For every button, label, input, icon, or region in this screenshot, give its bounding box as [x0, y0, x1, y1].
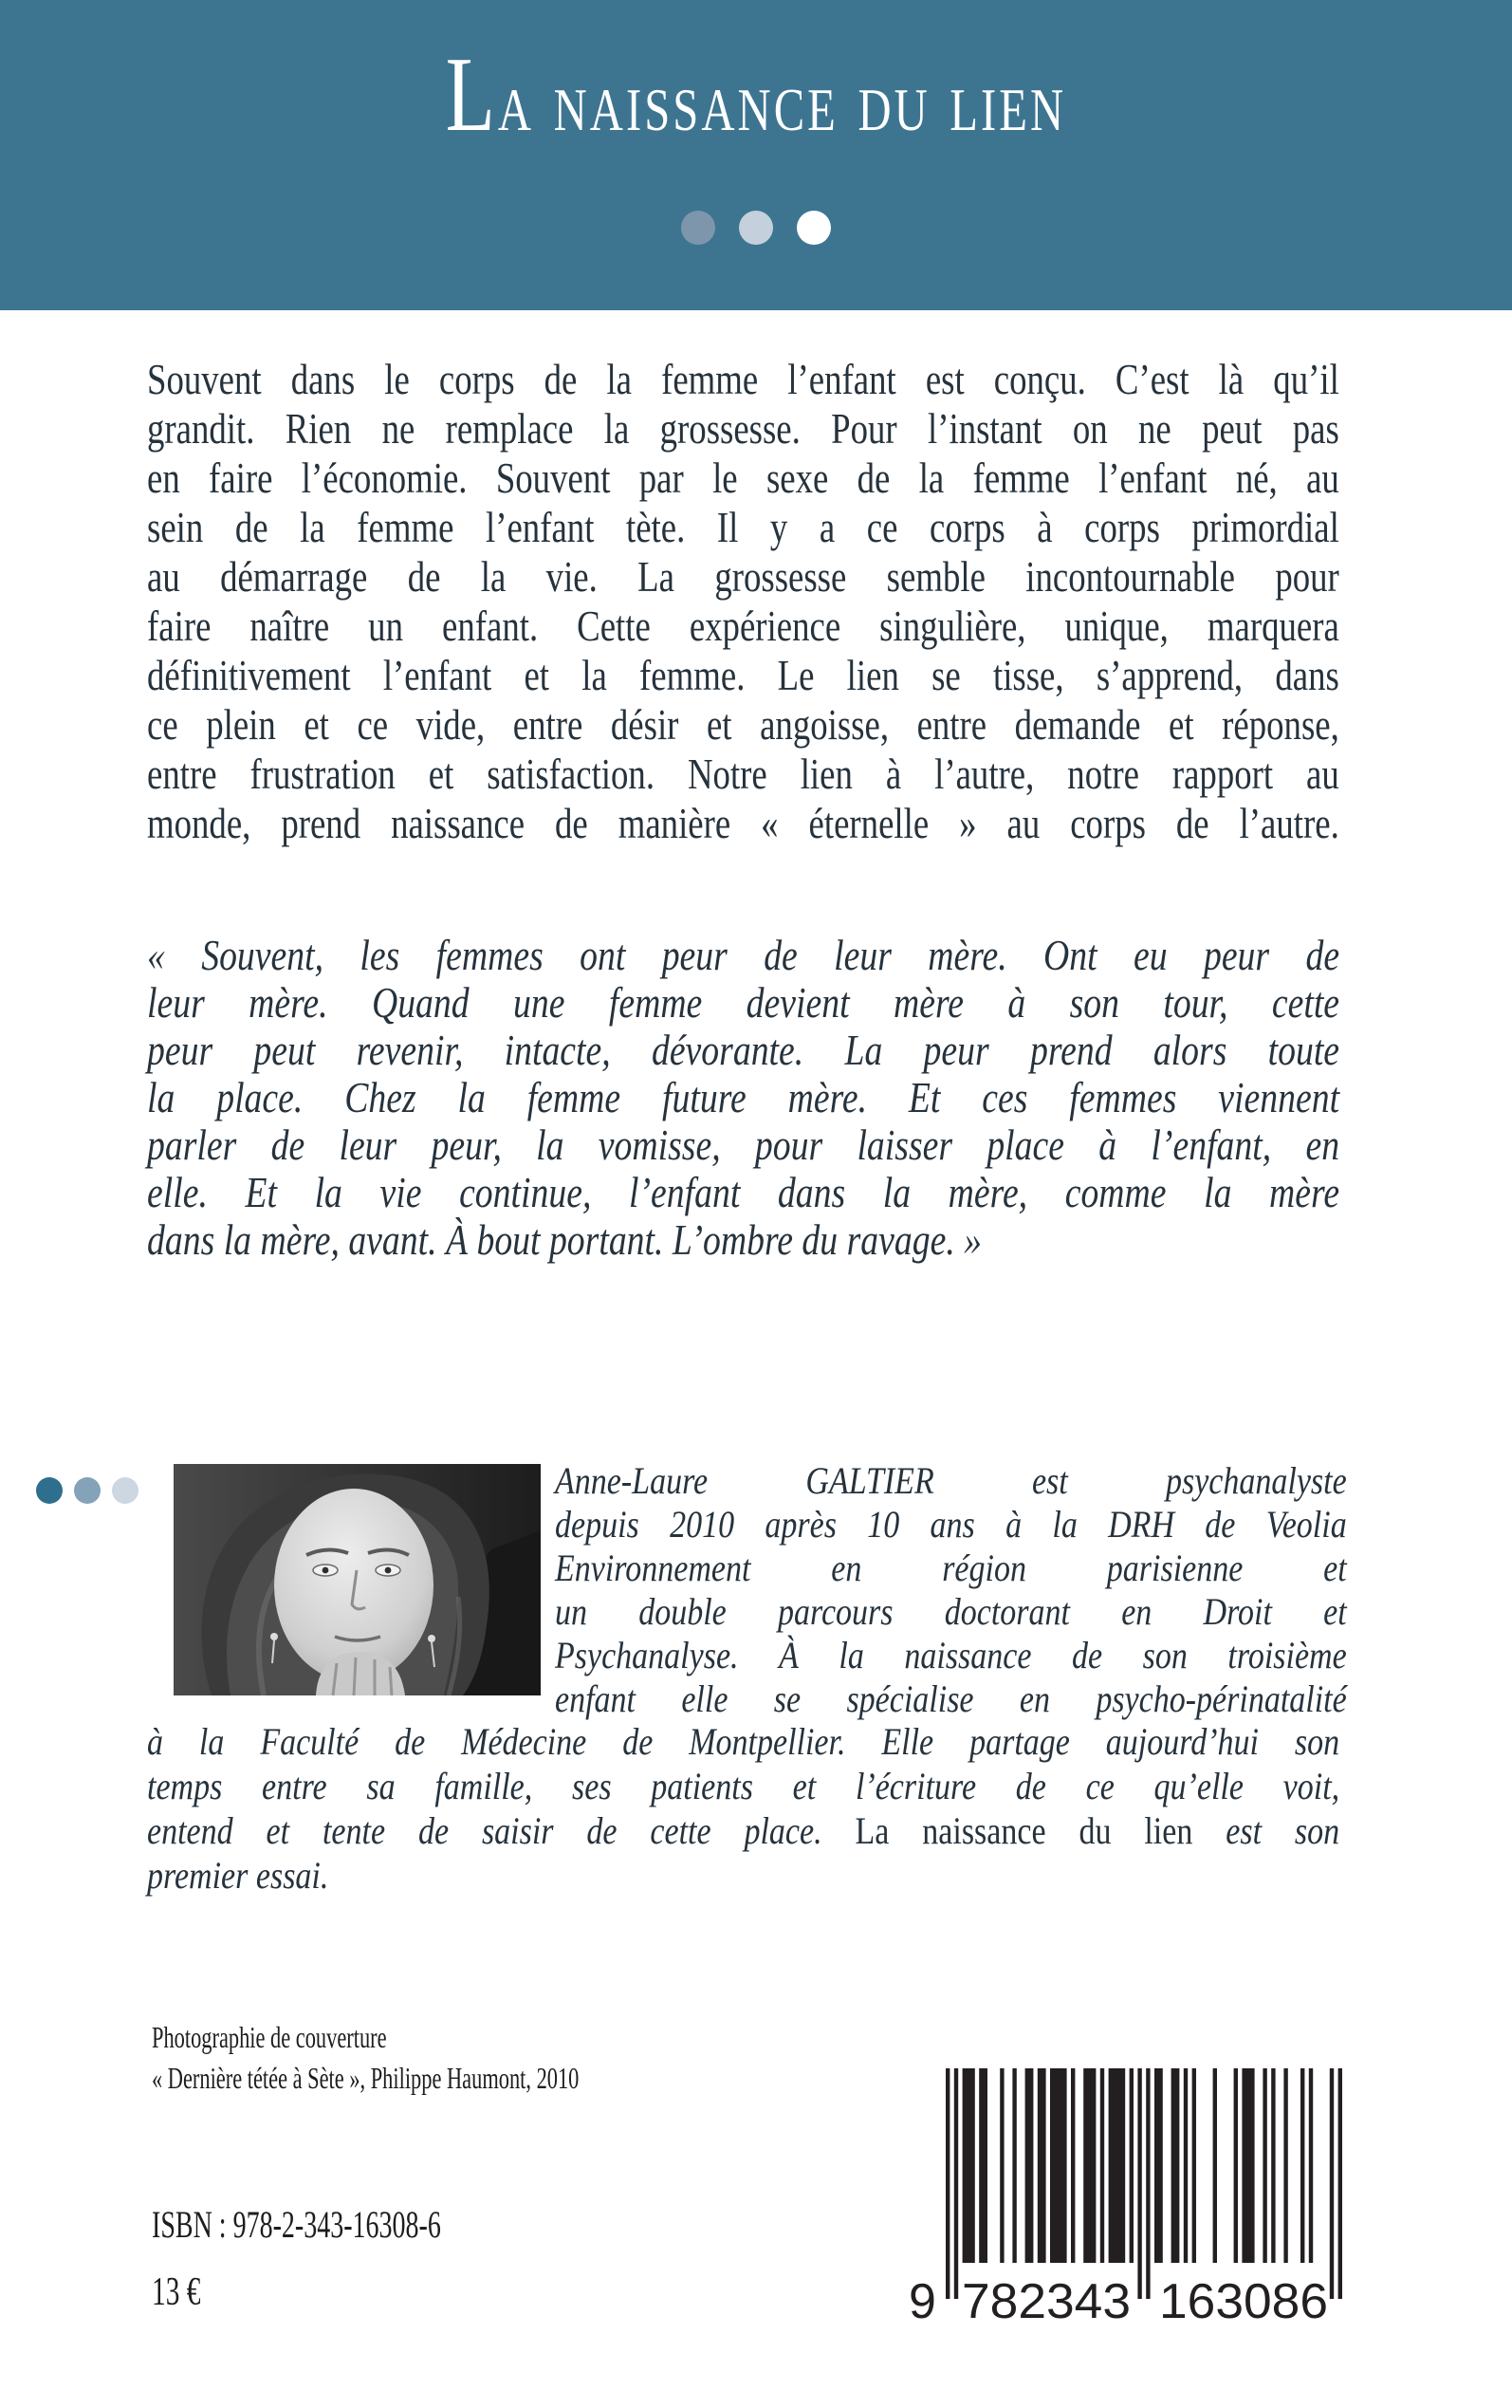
banner-dots: [0, 211, 1512, 245]
barcode-bar: [1146, 2068, 1150, 2299]
barcode-bar: [1000, 2068, 1004, 2263]
text-segment: est son: [1192, 1809, 1340, 1852]
barcode-bar: [1025, 2068, 1034, 2263]
text-line: Environnement en région parisienne et: [555, 1547, 1347, 1589]
barcode-digits: 163086: [1159, 2274, 1328, 2329]
book-title: La naissance du lien: [445, 36, 1067, 154]
synopsis-paragraph: [147, 355, 1339, 848]
barcode-bar: [1300, 2068, 1304, 2263]
barcode-bar: [1012, 2068, 1016, 2263]
text-segment: entend et tente de saisir de cette place.: [147, 1809, 856, 1852]
text-line: depuis 2010 après 10 ans à la DRH de Veolia: [555, 1503, 1347, 1546]
barcode-bar: [1130, 2068, 1134, 2263]
barcode-bar: [963, 2068, 975, 2263]
text-line: Anne-Laure GALTIER est psychanalyste: [555, 1459, 1347, 1502]
text-line: entre frustration et satisfaction. Notre lien à l’autre, notre rapport au: [147, 750, 1339, 798]
text-line: Psychanalyse. À la naissance de son troisième: [555, 1634, 1347, 1676]
barcode-bar: [979, 2068, 987, 2263]
isbn-text: ISBN : 978-2-343-16308-6: [152, 2203, 441, 2246]
text-line: « Souvent, les femmes ont peur de leur mère. Ont eu peur de: [147, 931, 1340, 979]
banner-dot-1: [681, 211, 715, 245]
barcode-bar: [1283, 2068, 1287, 2263]
author-dot-2: [74, 1477, 101, 1504]
barcode-bar: [1271, 2068, 1275, 2263]
barcode-bar: [1083, 2068, 1096, 2263]
quote-paragraph: [147, 932, 1339, 1264]
barcode-bar: [954, 2068, 958, 2299]
title-banner: [0, 0, 1512, 310]
barcode-svg: [901, 2054, 1366, 2329]
author-bio-continued: [147, 1719, 1339, 1898]
barcode-bar: [946, 2068, 950, 2299]
barcode-bar: [1154, 2068, 1163, 2263]
barcode-bar: [1213, 2068, 1217, 2263]
barcode-bar: [1071, 2068, 1075, 2263]
barcode-bar: [1242, 2068, 1254, 2263]
text-line: sein de la femme l’enfant tète. Il y a ce corps à corps primordial: [147, 503, 1339, 551]
barcode-bar: [1184, 2068, 1188, 2263]
author-photo: [174, 1464, 541, 1695]
text-line: leur mère. Quand une femme devient mère à son tour, cette: [147, 978, 1340, 1027]
text-line: monde, prend naissance de manière « éternelle » au corps de l’autre.: [147, 799, 1339, 847]
text-line: elle. Et la vie continue, l’enfant dans la mère, comme la mère: [147, 1168, 1340, 1216]
barcode-bar: [1234, 2068, 1238, 2263]
barcode-bar: [1309, 2068, 1313, 2263]
barcode-digits: 9: [909, 2274, 936, 2329]
author-dot-3: [112, 1477, 138, 1504]
author-dot-1: [36, 1477, 63, 1504]
text-line: parler de leur peur, la vomisse, pour laisser place à l’enfant, en: [147, 1121, 1340, 1169]
text-line: en faire l’économie. Souvent par le sexe de la femme l’enfant né, au: [147, 454, 1339, 502]
barcode-bar: [1171, 2068, 1180, 2263]
price-text: 13 €: [152, 2270, 201, 2314]
banner-dot-3: [797, 211, 831, 245]
text-line: enfant elle se spécialise en psycho-périnatalité: [555, 1677, 1347, 1720]
text-line: [147, 1808, 1339, 1853]
barcode-bar: [1338, 2068, 1342, 2299]
text-line: faire naître un enfant. Cette expérience singulière, unique, marquera: [147, 602, 1339, 650]
text-line: dans la mère, avant. À bout portant. L’ombre du ravage. »: [147, 1215, 983, 1264]
text-line: temps entre sa famille, ses patients et l’écriture de ce qu’elle voit,: [147, 1765, 1340, 1807]
text-line: définitivement l’enfant et la femme. Le lien se tisse, s’apprend, dans: [147, 651, 1339, 699]
barcode-bar: [1263, 2068, 1266, 2263]
text-line: grandit. Rien ne remplace la grossesse. Pour l’instant on ne peut pas: [147, 404, 1339, 453]
text-line: ce plein et ce vide, entre désir et angoisse, entre demande et réponse,: [147, 700, 1339, 749]
banner-dot-2: [739, 211, 773, 245]
barcode-bar: [1109, 2068, 1126, 2263]
barcode-bar: [1038, 2068, 1046, 2263]
credit-line-2: « Dernière tétée à Sète », Philippe Haumont, 2010: [152, 2061, 580, 2095]
barcode-bar: [1137, 2068, 1141, 2299]
barcode-bar: [1100, 2068, 1104, 2263]
cover-photo-credit: [152, 2017, 579, 2099]
barcode-bar: [1192, 2068, 1196, 2263]
text-line: la place. Chez la femme future mère. Et ces femmes viennent: [147, 1073, 1340, 1121]
barcode: [901, 2054, 1366, 2329]
text-line: premier essai.: [147, 1854, 329, 1897]
credit-line-1: Photographie de couverture: [152, 2020, 387, 2054]
barcode-bar: [1330, 2068, 1334, 2299]
text-line: peur peut revenir, intacte, dévorante. La peur prend alors toute: [147, 1026, 1340, 1074]
barcode-digits: 782343: [962, 2274, 1131, 2329]
text-line: un double parcours doctorant en Droit et: [555, 1590, 1347, 1633]
barcode-bar: [1050, 2068, 1067, 2263]
author-section-dots: [36, 1477, 138, 1504]
text-line: à la Faculté de Médecine de Montpellier. Elle partage aujourd’hui son: [147, 1720, 1340, 1763]
text-line: au démarrage de la vie. La grossesse semble incontournable pour: [147, 552, 1339, 601]
author-bio-column: [555, 1459, 1347, 1721]
text-line: Souvent dans le corps de la femme l’enfant est conçu. C’est là qu’il: [147, 355, 1339, 403]
book-title-inline: La naissance du lien: [855, 1809, 1193, 1852]
